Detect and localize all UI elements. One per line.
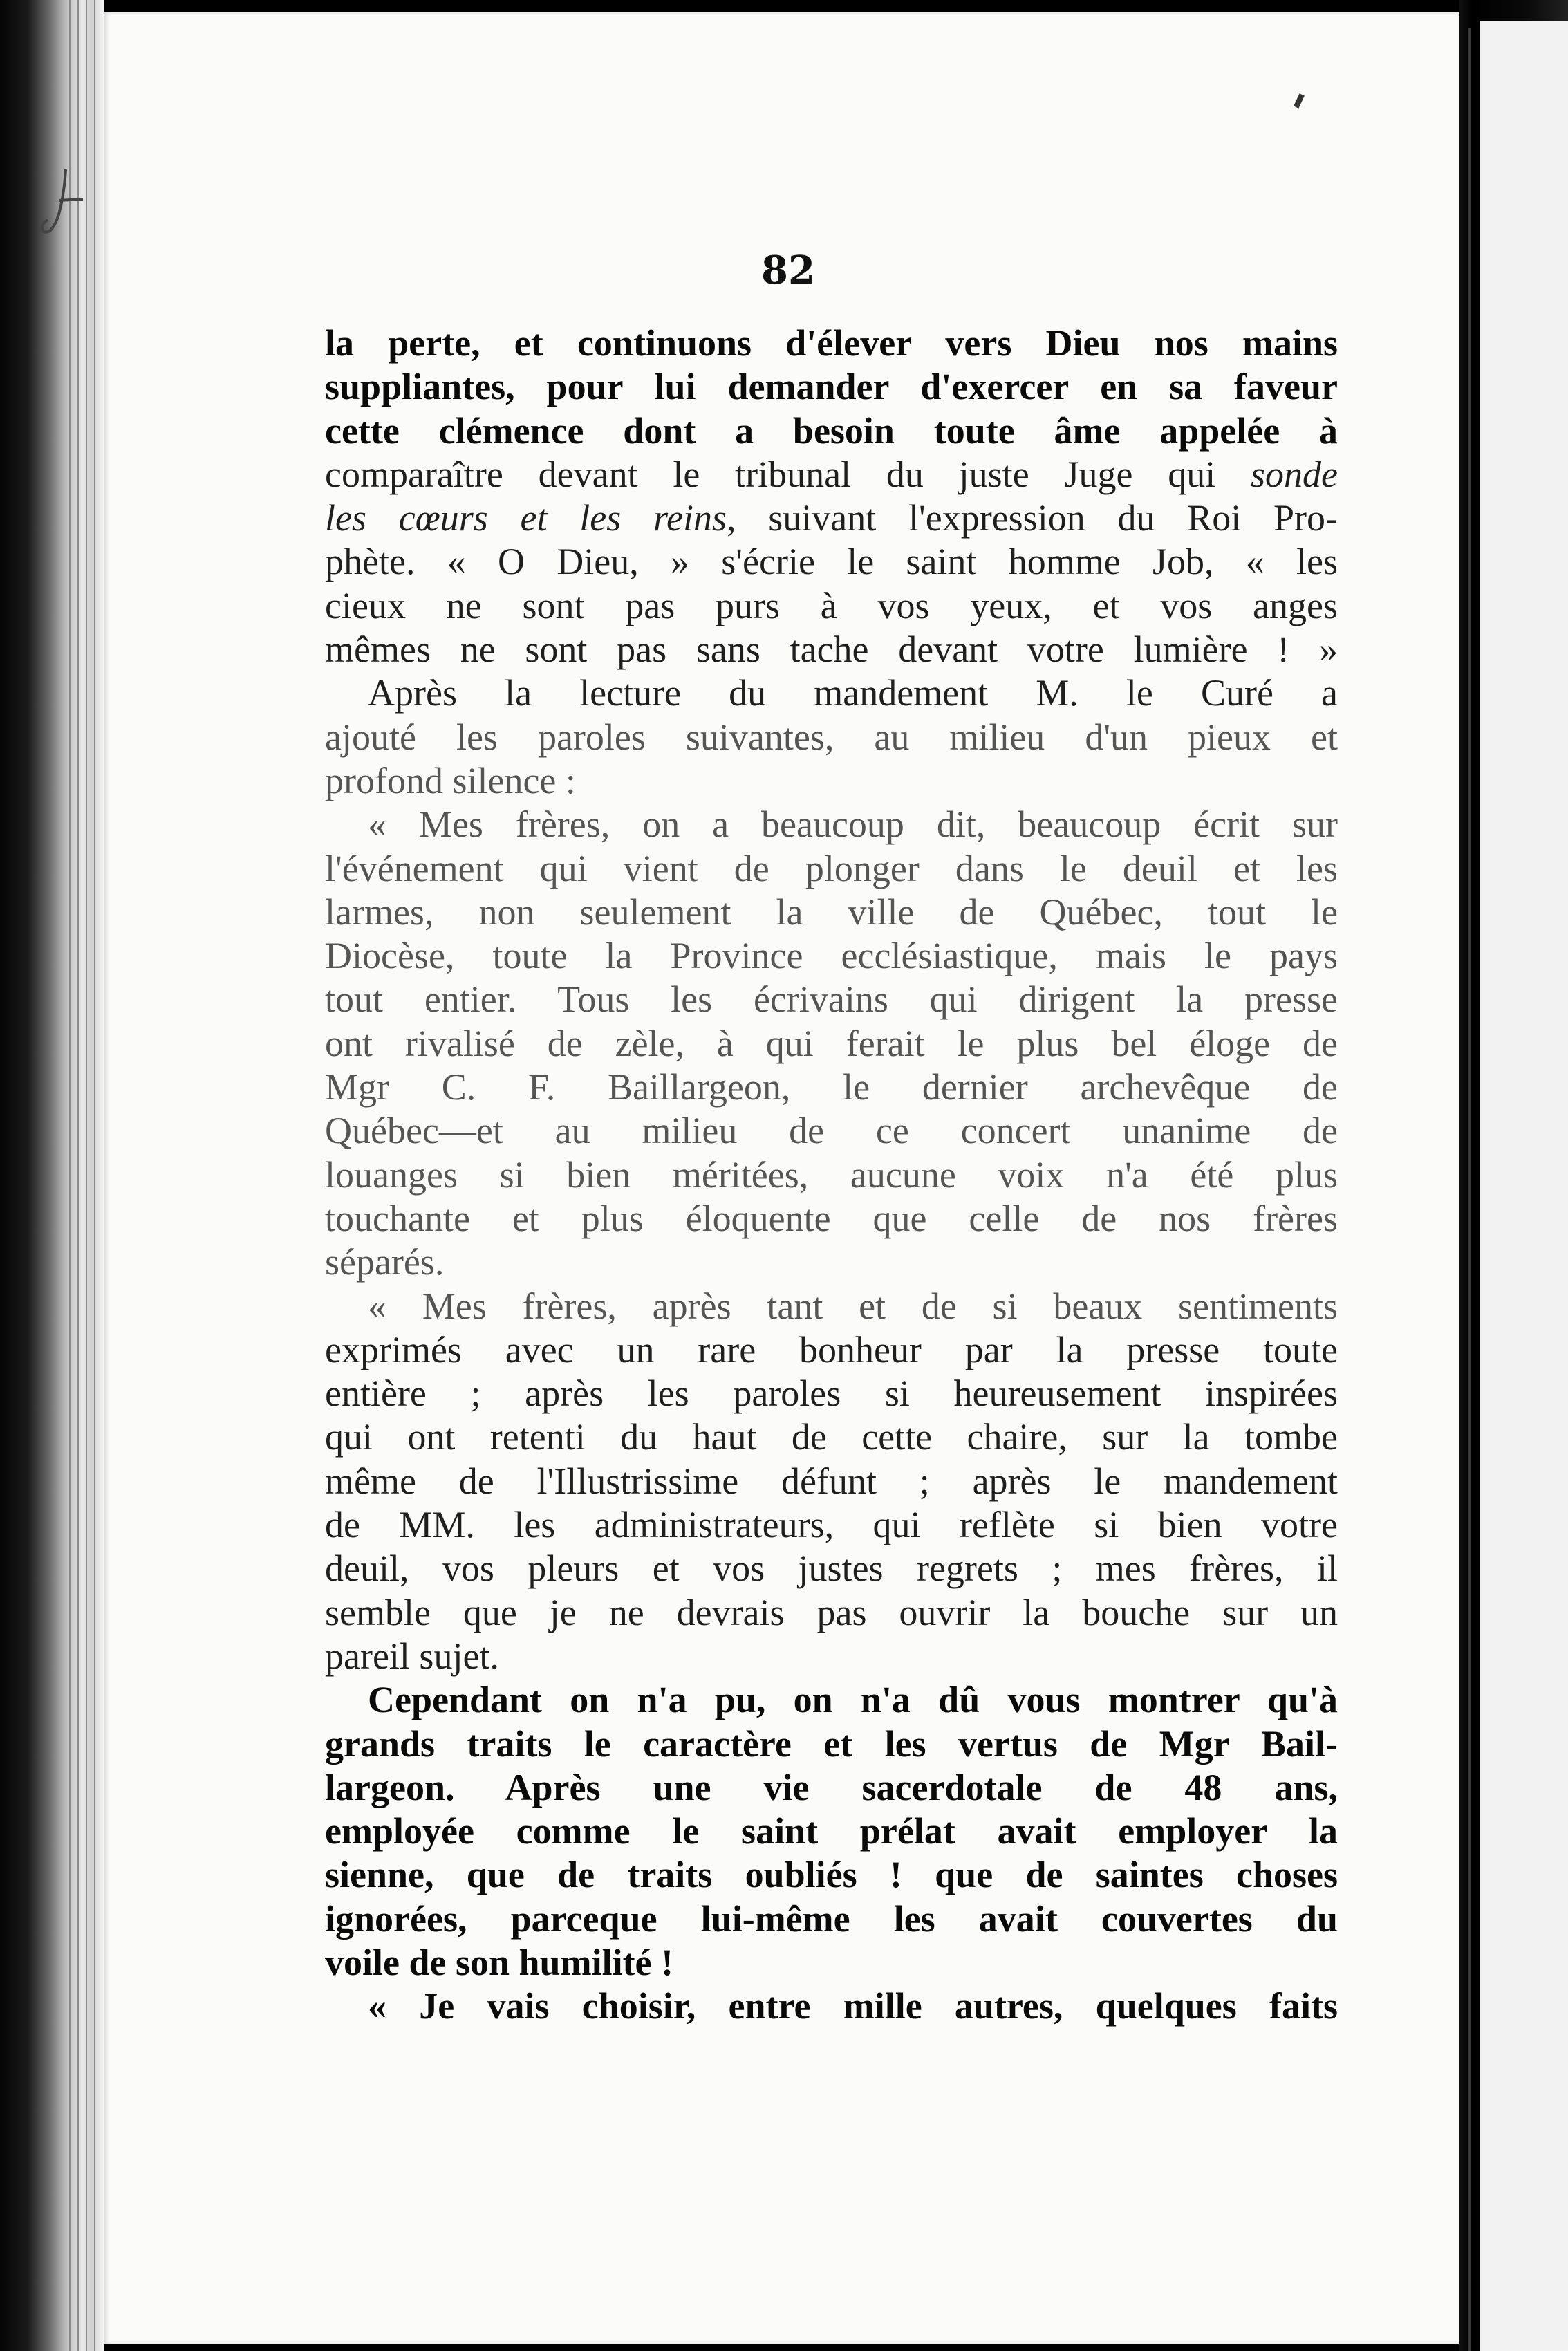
page-edge-line — [77, 0, 79, 2351]
text-line: exprimés avec un rare bonheur par la presse toute — [325, 1328, 1338, 1370]
page-edges-left — [0, 0, 104, 2351]
text-line: tout entier. Tous les écrivains qui dirigent la presse — [325, 978, 1338, 1021]
text-line: la perte, et continuons d'élever vers Dieu nos mains — [325, 322, 1338, 364]
facing-page-edge — [1459, 0, 1568, 2351]
text-line: « Mes frères, après tant et de si beaux sentiments — [368, 1285, 1338, 1327]
text-line: Cependant on n'a pu, on n'a dû vous montrer qu'à — [368, 1679, 1338, 1721]
text-line: grands traits le caractère et les vertus de Mgr Bail- — [325, 1722, 1338, 1765]
text-line: semble que je ne devrais pas ouvrir la bouche sur un — [325, 1591, 1338, 1633]
text-line: ont rivalisé de zèle, à qui ferait le plus bel éloge de — [325, 1022, 1338, 1064]
text-line: largeon. Après une vie sacerdotale de 48 ans, — [325, 1766, 1338, 1808]
page-edge-line — [1468, 28, 1471, 2351]
text-line: profond silence : — [325, 759, 576, 801]
text-line: employée comme le saint prélat avait employer la — [325, 1810, 1338, 1852]
text-line: louanges si bien méritées, aucune voix n'a été plus — [325, 1153, 1338, 1196]
text-line: même de l'Illustrissime défunt ; après le mandement — [325, 1460, 1338, 1502]
stray-mark — [1294, 93, 1305, 109]
text-line: sienne, que de traits oubliés ! que de saintes choses — [325, 1854, 1338, 1896]
pencil-mark — [38, 166, 86, 242]
text-line: entière ; après les paroles si heureusement inspirées — [325, 1373, 1338, 1415]
text-line: les cœurs et les reins, suivant l'expression du Roi Pro- — [325, 497, 1338, 539]
page-edge-line — [94, 0, 95, 2351]
page-number: 82 — [761, 248, 815, 293]
page-edge-line — [86, 0, 87, 2351]
text-line: comparaître devant le tribunal du juste Juge qui sonde — [325, 453, 1338, 495]
facing-page-strip — [1480, 21, 1568, 2351]
text-line: de MM. les administrateurs, qui reflète si bien votre — [325, 1504, 1338, 1546]
text-line: deuil, vos pleurs et vos justes regrets ; mes frères, il — [325, 1548, 1338, 1590]
text-line: ignorées, parceque lui-même les avait couvertes du — [325, 1897, 1338, 1940]
text-line: l'événement qui vient de plonger dans le deuil et les — [325, 847, 1338, 889]
text-line: « Mes frères, on a beaucoup dit, beaucoup écrit sur — [368, 803, 1338, 846]
text-line: touchante et plus éloquente que celle de nos frères — [325, 1197, 1338, 1239]
page-edge-line — [69, 0, 71, 2351]
text-line: Après la lecture du mandement M. le Curé a — [368, 672, 1338, 714]
text-line: voile de son humilité ! — [325, 1941, 674, 1983]
text-line: séparés. — [325, 1241, 445, 1283]
text-line: suppliantes, pour lui demander d'exercer en sa faveur — [325, 366, 1338, 408]
text-line: pareil sujet. — [325, 1635, 499, 1677]
text-line: larmes, non seulement la ville de Québec, tout le — [325, 891, 1338, 933]
text-line: qui ont retenti du haut de cette chaire, sur la tombe — [325, 1416, 1338, 1458]
text-line: cieux ne sont pas purs à vos yeux, et vos anges — [325, 584, 1338, 626]
text-line: « Je vais choisir, entre mille autres, quelques faits — [368, 1985, 1338, 2027]
text-line: cette clémence dont a besoin toute âme appelée à — [325, 409, 1338, 452]
text-line: Mgr C. F. Baillargeon, le dernier archevêque de — [325, 1066, 1338, 1108]
text-line: phète. « O Dieu, » s'écrie le saint homme Job, « les — [325, 541, 1338, 583]
text-line: ajouté les paroles suivantes, au milieu d'un pieux et — [325, 716, 1338, 758]
text-line: Diocèse, toute la Province ecclésiastique, mais le pays — [325, 935, 1338, 977]
text-line: Québec—et au milieu de ce concert unanime de — [325, 1110, 1338, 1152]
text-line: mêmes ne sont pas sans tache devant votre lumière ! » — [325, 629, 1338, 671]
body-text — [325, 322, 1338, 2029]
